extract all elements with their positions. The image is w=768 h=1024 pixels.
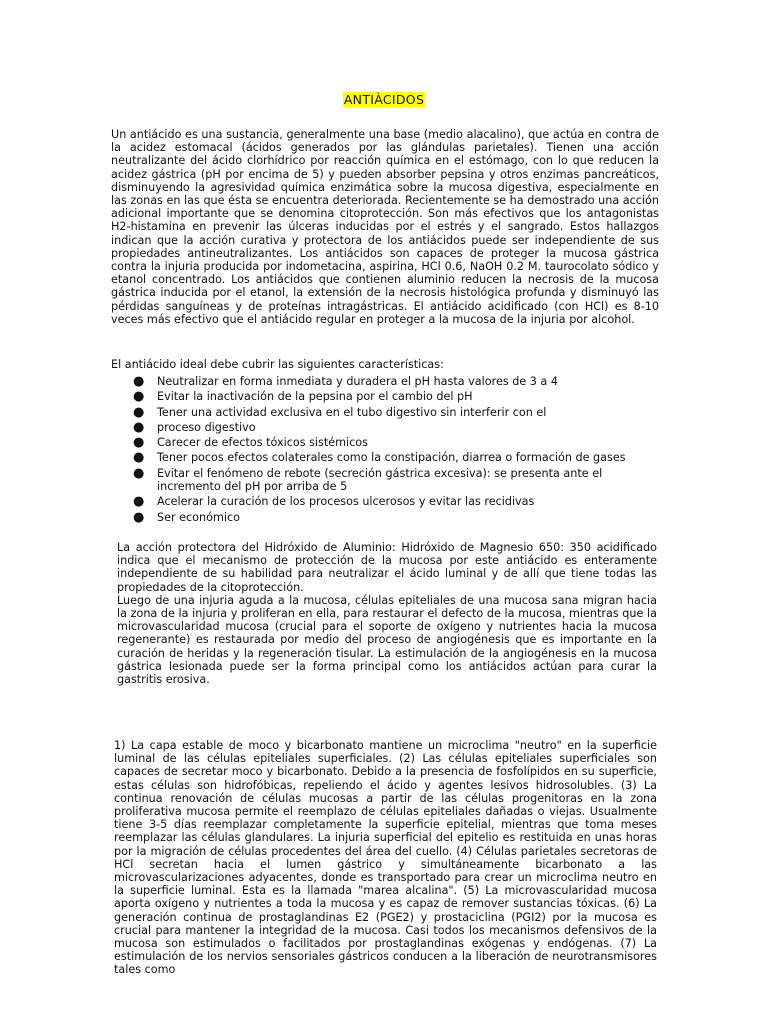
list-item: ● proceso digestivo	[133, 419, 256, 435]
intro-paragraph: Un antiácido es una sustancia, generalmente una base (medio alacalino), que actúa en contra de la acidez estomacal (ácidos generados por las glándulas parietales). Tienen una acción neutralizante del ácido clorhídrico por reacción química en el estómago, con lo que reducen la acidez gástrica (pH por encima de 5) y pueden absorber pepsina y otros enzimas pancreáticos, disminuyendo la agresividad química enzimática sobre la mucosa digestiva, especialmente en las zonas en las que ésta se encuentra deteriorada. Recientemente se ha demostrado una acción adicional importante que se denomina citoprotección. Son más efectivos que los antagonistas H2-histamina en prevenir las úlceras inducidas por el estrés y el sangrado. Estos hallazgos indican que la acción curativa y protectora de los antiácidos puede ser independiente de sus propiedades antineutralizantes. Los antiácidos son capaces de proteger la mucosa gástrica contra la injuria producida por indometacina, aspirina, HCl 0.6, NaOH 0.2 M. taurocolato sódico y etanol concentrado. Los antiácidos que contienen aluminio reducen la necrosis de la mucosa gástrica inducida por el etanol, la extensión de la necrosis histológica profunda y disminuyó las pérdidas sanguíneas y de proteínas intragástricas. El antiácido acidificado (con HCl) es 8-10 veces más efectivo que el antiácido regular en proteger a la mucosa de la injuria por alcohol.	[111, 128, 659, 326]
list-item: ● Ser económico	[133, 509, 240, 525]
list-item: ● Tener una actividad exclusiva en el tubo digestivo sin interferir con el	[133, 404, 547, 420]
bullet-icon: ●	[133, 404, 145, 420]
bullet-icon: ●	[133, 435, 145, 451]
defense-mechanisms-paragraph: 1) La capa estable de moco y bicarbonato mantiene un microclima "neutro" en la superficie luminal de las células epiteliales superficiales. (2) Las células epiteliales superficiales son capaces de secretar moco y bicarbonato. Debido a la presencia de fosfolípidos en su superficie, estas células son hidrofóbicas, repeliendo el ácido y agentes lesivos hidrosolubles. (3) La continua renovación de células mucosas a partir de las células progenitoras en la zona proliferativa mucosa permite el reemplazo de células epiteliales dañadas o viejas. Usualmente tiene 3-5 días reemplazar completamente la superficie epitelial, mientras que toma meses reemplazar las células glandulares. La injuria superficial del epitelio es restituida en unas horas por la migración de células procedentes del área del cuello. (4) Células parietales secretoras de HCl secretan hacia el lumen gástrico y simultáneamente bicarbonato a las microvascularizaciones adyacentes, donde es transportado para crear un microclima neutro en la superficie luminal. Esta es la llamada "marea alcalina". (5) La microvascularidad mucosa aporta oxígeno y nutrientes a toda la mucosa y es capaz de remover sustancias tóxicas. (6) La generación continua de prostaglandinas E2 (PGE2) y prostaciclina (PGI2) por la mucosa es crucial para mantener la integridad de la mucosa. Casi todos los mecanismos defensivos de la mucosa son estimulados o facilitados por prostaglandinas exógenas y endógenas. (7) La estimulación de los nervios sensoriales gástricos conducen a la liberación de neurotransmisores tales como	[114, 739, 657, 977]
document-title: ANTIÀCIDOS	[343, 92, 425, 107]
list-item: ● Evitar la inactivación de la pepsina por el cambio del pH	[133, 389, 473, 405]
list-item: ● Neutralizar en forma inmediata y duradera el pH hasta valores de 3 a 4	[133, 374, 558, 389]
list-item: ● Evitar el fenómeno de rebote (secreción gástrica excesiva): se presenta ante el incremento del pH por arriba de 5	[133, 465, 603, 493]
bullet-icon: ●	[133, 389, 145, 405]
characteristics-list	[131, 375, 659, 526]
regeneration-paragraph: Luego de una injuria aguda a la mucosa, células epiteliales de una mucosa sana migran hacia la zona de la injuria y proliferan en ella, para restaurar el defecto de la mucosa, mientras que la microvascularidad mucosa (crucial para el soporte de oxígeno y nutrientes hacia la mucosa regenerante) es restaurada por medio del proceso de angiogénesis que es importante en la curación de heridas y la regeneración tisular. La estimulación de la angiogénesis en la mucosa gástrica lesionada puede ser la forma principal como los antiácidos actúan para curar la gastritis erosiva.	[117, 593, 657, 687]
protection-paragraph: La acción protectora del Hidróxido de Aluminio: Hidróxido de Magnesio 650: 350 acidificado indica que el mecanismo de protección de la mucosa por este antiácido es enteramente independiente de su habilidad para neutralizar el ácido luminal y de allí que tiene todas las propiedades de la citoprotección.	[117, 541, 657, 594]
list-item: ● Acelerar la curación de los procesos ulcerosos y evitar las recidivas	[133, 494, 535, 510]
title-container	[0, 93, 768, 107]
bullet-icon: ●	[133, 465, 145, 481]
bullet-icon: ●	[133, 419, 145, 435]
list-item: ● Tener pocos efectos colaterales como la constipación, diarrea o formación de gases	[133, 450, 626, 466]
protection-section	[117, 541, 657, 686]
bullet-icon: ●	[133, 494, 145, 510]
bullet-icon: ●	[133, 509, 145, 525]
characteristics-intro: El antiácido ideal debe cubrir las siguientes características:	[111, 358, 444, 371]
bullet-icon: ●	[133, 374, 145, 389]
bullet-icon: ●	[133, 450, 145, 466]
list-item: ● Carecer de efectos tóxicos sistémicos	[133, 435, 368, 451]
